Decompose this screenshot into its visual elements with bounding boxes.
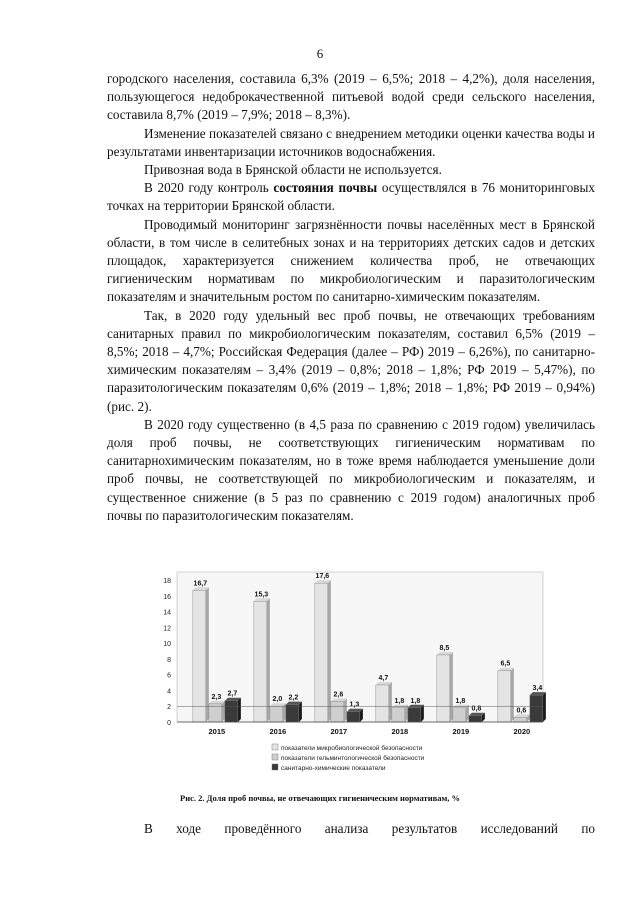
legend-swatch	[272, 764, 278, 770]
bar-side	[421, 705, 424, 722]
legend-swatch	[272, 744, 278, 750]
bar	[392, 708, 405, 722]
bar-side	[450, 652, 453, 722]
bar	[347, 712, 360, 722]
bar	[408, 708, 421, 722]
paragraph-text: Так, в 2020 году удельный вес проб почвы, не отвечающих требованиям санитарных правил по микробиологическим показателям, составил 6,5% (2019 – 8,5%; 2018 – 4,7%; Российская Федерация (далее – РФ) 2019 – 6,26%), по санитарно-химическим показателям – 3,4% (2019 – 0,8%; 2018 – 1,8%; РФ 2019 – 5,47%), по паразитологическим показателям 0,6% (2019 – 1,8%; 2018 – 1,8%; РФ 2019 – 0,94%) (рис. 2).	[107, 307, 595, 414]
y-tick-label: 2	[167, 704, 171, 712]
bar	[469, 716, 482, 722]
bold-text: состояния почвы	[273, 180, 378, 196]
bar-chart	[150, 566, 550, 786]
y-tick-label: 12	[163, 625, 171, 633]
data-label: 0,6	[516, 707, 527, 715]
paragraph	[107, 179, 595, 215]
y-tick-label: 0	[167, 720, 171, 727]
bar	[498, 671, 511, 722]
legend-label: показатели микробиологической безопасности	[281, 745, 423, 752]
paragraph-text: осуществлялся в 76 мониторинговых точках на территории Брянской области.	[107, 180, 595, 214]
bar-side	[206, 587, 209, 722]
paragraph-text: Изменение показателей связано с внедрением методики оценки качества воды и результатами инвентаризации источников водоснабжения.	[107, 125, 595, 159]
data-label: 8,5	[439, 644, 450, 652]
bar-side	[466, 705, 469, 722]
paragraph	[107, 216, 595, 307]
bar	[453, 708, 466, 722]
paragraph-continuation: В ходе проведённого анализа результатов исследований по	[144, 821, 595, 836]
bar-side	[328, 580, 331, 722]
paragraph	[107, 161, 595, 179]
x-tick-label: 2020	[513, 727, 531, 736]
data-label: 15,3	[254, 591, 269, 599]
paragraph-text: В 2020 году контроль	[144, 180, 274, 196]
bar-side	[267, 598, 270, 722]
paragraph-text: Привозная вода в Брянской области не используется.	[144, 162, 442, 178]
paragraph	[107, 70, 595, 125]
bar-side	[222, 701, 225, 722]
bar-side	[238, 698, 241, 722]
legend-label: санитарно-химические показатели	[281, 765, 386, 772]
data-label: 2,2	[288, 694, 299, 702]
y-tick-label: 8	[167, 656, 171, 664]
x-tick-label: 2016	[269, 727, 287, 736]
y-tick-label: 6	[167, 672, 171, 680]
x-tick-label: 2019	[452, 727, 470, 736]
legend-swatch	[272, 754, 278, 760]
bar-side	[344, 698, 347, 722]
bar	[209, 704, 222, 722]
bar	[286, 705, 299, 722]
bar	[514, 717, 527, 722]
figure-caption: Рис. 2. Доля проб почвы, не отвечающих гигиеническим нормативам, %	[180, 793, 460, 803]
paragraph-text: городского населения, составила 6,3% (2019 – 6,5%; 2018 – 4,2%), доля населения, пользующегося недоброкачественной питьевой водой среди сельского населения, составила 8,7% (2019 – 7,9%; 2018 – 8,3%).	[107, 71, 595, 123]
data-label: 1,8	[394, 697, 405, 705]
bar-side	[543, 692, 546, 722]
bar-side	[511, 668, 514, 722]
x-tick-label: 2018	[391, 727, 409, 736]
data-label: 2,0	[272, 696, 283, 704]
paragraph-text: Проводимый мониторинг загрязнённости почвы населённых мест в Брянской области, в том числе в селитебных зонах и на территориях детских садов и детских площадок, характеризуется снижением количества проб, не отвечающих гигиеническим нормативам по микробиологическим и паразитологическим показателям и значительным ростом по санитарно-химическим показателям.	[107, 216, 595, 305]
paragraph	[107, 307, 595, 416]
data-label: 1,3	[349, 701, 360, 709]
bar	[530, 695, 543, 722]
data-label: 1,8	[410, 697, 421, 705]
bar-side	[299, 702, 302, 722]
y-tick-label: 14	[163, 609, 171, 617]
y-tick-label: 18	[163, 578, 171, 585]
data-label: 1,8	[455, 697, 466, 705]
data-label: 4,7	[378, 674, 389, 682]
data-label: 2,6	[333, 691, 344, 699]
y-tick-label: 16	[163, 593, 171, 601]
data-label: 0,8	[471, 705, 482, 713]
bar	[193, 590, 206, 722]
bar	[315, 583, 328, 722]
paragraph	[107, 416, 595, 525]
y-tick-label: 4	[167, 688, 171, 696]
data-label: 6,5	[500, 660, 511, 668]
page-number: 6	[316, 46, 324, 61]
bar	[254, 601, 267, 722]
legend-label: показатели гельминтологической безопасности	[281, 755, 425, 762]
body-text	[107, 70, 595, 525]
data-label: 16,7	[193, 580, 208, 588]
soil-samples-chart	[150, 566, 550, 786]
data-label: 2,7	[227, 690, 238, 698]
bar	[225, 701, 238, 722]
paragraph-text: В 2020 году существенно (в 4,5 раза по сравнению с 2019 годом) увеличилась доля проб почвы, не соответствующих гигиеническим нормативам по санитарнохимическим показателям, но в тоже время наблюдается уменьшение доли проб почвы, не соответствующей по микробиологическим и показателям, и существенное снижение (в 5 раз по сравнению с 2019 годом) аналогичных проб почвы по паразитологическим показателям.	[107, 416, 595, 523]
bar-side	[405, 705, 408, 722]
paragraph	[107, 125, 595, 161]
bar	[270, 706, 283, 722]
bar	[376, 685, 389, 722]
bar-side	[389, 682, 392, 722]
bar	[437, 655, 450, 722]
y-tick-label: 10	[163, 641, 171, 649]
data-label: 17,6	[315, 573, 330, 581]
bar	[331, 701, 344, 722]
x-tick-label: 2015	[208, 727, 226, 736]
x-tick-label: 2017	[330, 727, 348, 736]
data-label: 3,4	[532, 685, 543, 693]
data-label: 2,3	[211, 693, 222, 701]
